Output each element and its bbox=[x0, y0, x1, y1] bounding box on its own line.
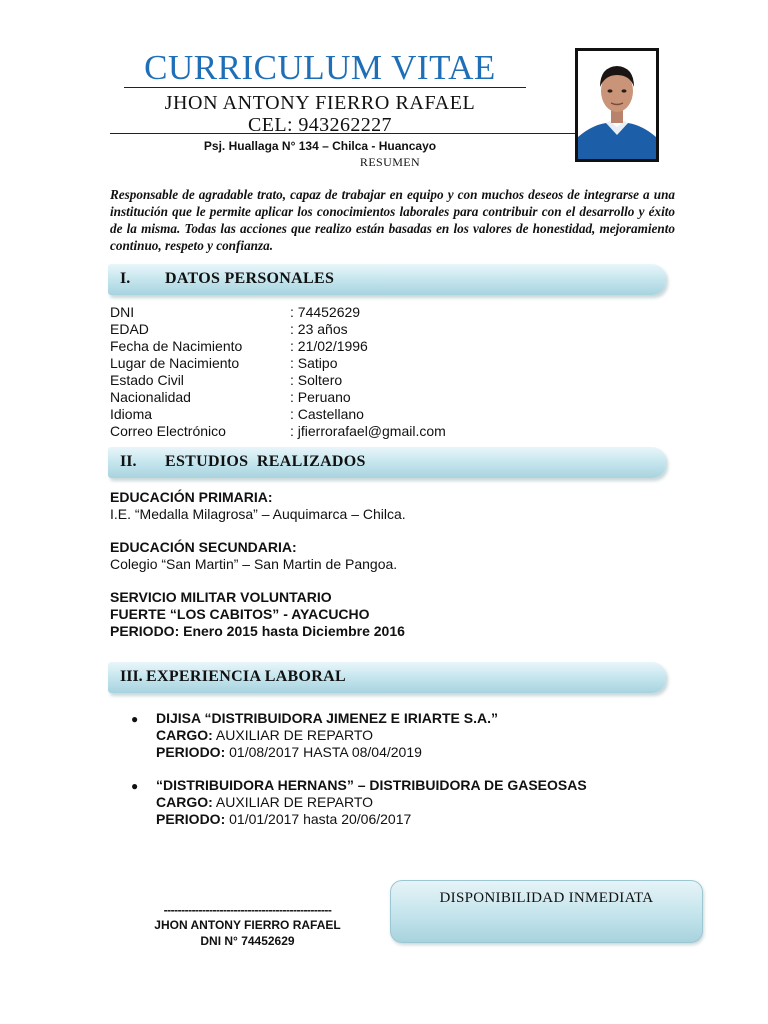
personal-row-age bbox=[110, 321, 630, 338]
job-period bbox=[156, 811, 411, 828]
period-label: PERIODO: bbox=[156, 811, 226, 827]
military-service-period: PERIODO: Enero 2015 hasta Diciembre 2016 bbox=[110, 623, 405, 639]
personal-row-nationality bbox=[110, 389, 630, 406]
personal-row-birthdate bbox=[110, 338, 630, 355]
personal-row-birthplace bbox=[110, 355, 630, 372]
field-value: : jfierrorafael@gmail.com bbox=[290, 423, 446, 439]
bullet-icon: ● bbox=[131, 712, 139, 726]
period-value: 01/08/2017 HASTA 08/04/2019 bbox=[229, 744, 422, 760]
secondary-education-title: EDUCACIÓN SECUNDARIA: bbox=[110, 539, 297, 555]
section-banner-personal bbox=[108, 264, 666, 295]
primary-education-title: EDUCACIÓN PRIMARIA: bbox=[110, 489, 273, 505]
bullet-icon: ● bbox=[131, 779, 139, 793]
section-number: II. bbox=[120, 453, 137, 470]
job-company: DIJISA “DISTRIBUIDORA JIMENEZ E IRIARTE S.A.” bbox=[156, 710, 498, 726]
cv-title: CURRICULUM VITAE bbox=[144, 48, 496, 87]
field-label: Fecha de Nacimiento bbox=[110, 338, 243, 354]
field-value: : 23 años bbox=[290, 321, 348, 337]
section-number: III. bbox=[120, 668, 143, 685]
signature-dni: DNI N° 74452629 bbox=[200, 934, 295, 948]
phone-number: CEL: 943262227 bbox=[248, 114, 392, 136]
field-label: Estado Civil bbox=[110, 372, 184, 388]
primary-education-value: I.E. “Medalla Milagrosa” – Auquimarca – Chilca. bbox=[110, 506, 406, 522]
personal-row-dni bbox=[110, 304, 630, 321]
field-value: : Soltero bbox=[290, 372, 343, 388]
field-label: Idioma bbox=[110, 406, 153, 422]
full-name: JHON ANTONY FIERRO RAFAEL bbox=[164, 92, 476, 114]
military-service-place: FUERTE “LOS CABITOS” - AYACUCHO bbox=[110, 606, 370, 622]
job-company: “DISTRIBUIDORA HERNANS” – DISTRIBUIDORA DE GASEOSAS bbox=[156, 777, 587, 793]
period-value: 01/01/2017 hasta 20/06/2017 bbox=[229, 811, 412, 827]
field-value: : 74452629 bbox=[290, 304, 361, 320]
header-divider-2 bbox=[110, 133, 576, 134]
secondary-education-value: Colegio “San Martin” – San Martin de Pangoa. bbox=[110, 556, 398, 572]
military-service-title: SERVICIO MILITAR VOLUNTARIO bbox=[110, 589, 332, 605]
period-label: PERIODO: bbox=[156, 744, 226, 760]
field-label: Nacionalidad bbox=[110, 389, 191, 405]
job-cargo bbox=[156, 794, 373, 811]
availability-text: DISPONIBILIDAD INMEDIATA bbox=[439, 890, 654, 906]
field-label: DNI bbox=[110, 304, 135, 320]
cargo-value: AUXILIAR DE REPARTO bbox=[215, 794, 374, 810]
section-title: EXPERIENCIA LABORAL bbox=[146, 668, 346, 685]
section-banner-experience bbox=[108, 662, 666, 693]
field-value: : Peruano bbox=[290, 389, 351, 405]
personal-row-language bbox=[110, 406, 630, 423]
field-value: : Satipo bbox=[290, 355, 338, 371]
signature-line: ------------------------------------------------ bbox=[163, 903, 332, 917]
field-label: Lugar de Nacimiento bbox=[110, 355, 240, 371]
field-label: EDAD bbox=[110, 321, 149, 337]
cargo-label: CARGO: bbox=[156, 794, 213, 810]
section-title: ESTUDIOS REALIZADOS bbox=[165, 453, 366, 470]
person-portrait-icon bbox=[578, 51, 656, 159]
summary-title: RESUMEN bbox=[359, 155, 421, 169]
job-cargo bbox=[156, 727, 373, 744]
summary-paragraph: Responsable de agradable trato, capaz de trabajar en equipo y con muchos deseos de integrarse a una institución que le permite aplicar los conocimientos laborales para contribuir con el desarrollo y éxito de la misma. Todas las acciones que realizo están basadas en los valores de honestidad, mejoramiento continuo, respeto y confianza. bbox=[110, 187, 675, 253]
header-divider bbox=[124, 87, 526, 88]
cargo-value: AUXILIAR DE REPARTO bbox=[215, 727, 374, 743]
section-banner-studies bbox=[108, 447, 666, 478]
field-label: Correo Electrónico bbox=[110, 423, 226, 439]
section-number: I. bbox=[120, 270, 131, 287]
profile-photo bbox=[575, 48, 659, 162]
field-value: : 21/02/1996 bbox=[290, 338, 368, 354]
availability-box bbox=[390, 880, 703, 943]
personal-row-civil-status bbox=[110, 372, 630, 389]
section-title: DATOS PERSONALES bbox=[165, 270, 335, 287]
signature-name: JHON ANTONY FIERRO RAFAEL bbox=[154, 918, 341, 932]
job-period bbox=[156, 744, 422, 761]
personal-row-email bbox=[110, 423, 630, 440]
address: Psj. Huallaga N° 134 – Chilca - Huancayo bbox=[203, 139, 437, 153]
cargo-label: CARGO: bbox=[156, 727, 213, 743]
field-value: : Castellano bbox=[290, 406, 364, 422]
